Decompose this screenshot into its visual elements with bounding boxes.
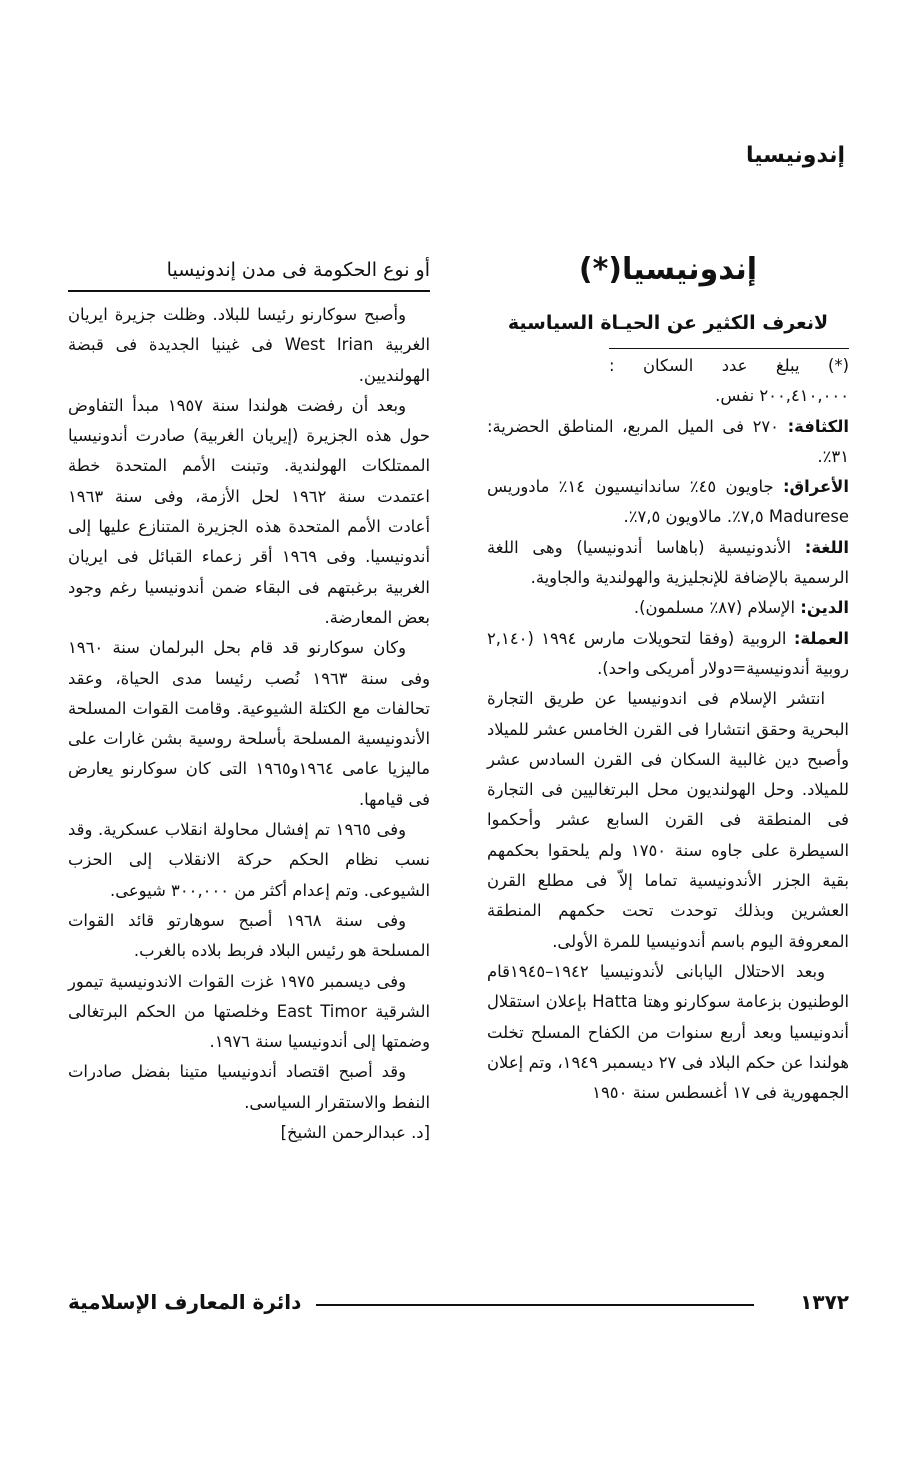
fact-religion-label: الدين: xyxy=(800,598,849,618)
publication-title: دائرة المعارف الإسلامية xyxy=(68,1290,302,1314)
author-signature: [د. عبدالرحمن الشيخ] xyxy=(280,1123,430,1143)
fact-ethnic-label: الأعراق: xyxy=(782,477,849,497)
fact-religion-value: الإسلام (٨٧٪ مسلمون). xyxy=(633,598,796,618)
paragraph-parliament: وكان سوكارنو قد قام بحل البرلمان سنة ١٩٦٠ وفى سنة ١٩٦٣ نُصب رئيسا مدى الحياة، وعقد تحالفات مع الكتلة الشيوعية. وقامت القوات المسلحة الأندونيسية المسلحة بأسلحة روسية بشن غارات على ماليزيا عامى ١٩٦٤و١٩٦٥ التى كان سوكارنو يعارض فى قيامها. xyxy=(68,638,431,809)
footer-rule xyxy=(316,1304,754,1306)
right-column xyxy=(487,240,849,1108)
footnote-population: (*) يبلغ عدد السكان : ٢٠٠,٤١٠,٠٠٠ نفس. xyxy=(609,348,849,412)
paragraph-suharto: وفى سنة ١٩٦٨ أصبح سوهارتو قائد القوات المسلحة هو رئيس البلاد فربط بلاده بالغرب. xyxy=(68,910,430,961)
paragraph-independence: وبعد الاحتلال اليابانى لأندونيسيا ١٩٤٢–١٩٤٥قام الوطنيون بزعامة سوكارنو وهتا Hatta بإعلان استقلال أندونيسيا وبعد أربع سنوات من الكفاح المسلح تخلت هولندا عن حكم البلاد فى ٢٧ ديسمبر ١٩٤٩، وتم إعلان الجمهورية فى ١٧ أغسطس سنة ١٩٥٠ xyxy=(487,961,850,1103)
fact-currency-label: العملة: xyxy=(793,628,850,648)
fact-language-value: الأندونيسية (باهاسا أندونيسيا) وهى اللغة الرسمية بالإضافة للإنجليزية والهولندية والجاوية. xyxy=(487,537,849,588)
paragraph-west-irian: وبعد أن رفضت هولندا سنة ١٩٥٧ مبدأ التفاوض حول هذه الجزيرة (إيريان الغربية) صادرت أندونيسيا الممتلكات الهولندية. وتبنت الأمم المتحدة خطة اعتمدت سنة ١٩٦٢ لحل الأزمة، وفى سنة ١٩٦٣ أعادت الأمم المتحدة هذه الجزيرة المتنازع عليها إلى أندونيسيا. وفى ١٩٦٩ أقر زعماء القبائل فى ايريان الغربية برغبتهم فى البقاء ضمن أندونيسيا رغم وجود بعض المعارضة. xyxy=(68,395,431,627)
left-column xyxy=(68,240,430,1148)
paragraph-economy: وقد أصبح اقتصاد أندونيسيا متينا بفضل صادرات النفط والاستقرار السياسى. xyxy=(68,1062,430,1112)
fact-currency-value: الروبية (وفقا لتحويلات مارس ١٩٩٤ (٢,١٤٠ روبية أندونيسية=دولار أمريكى واحد). xyxy=(487,628,849,678)
fact-density-label: الكثافة: xyxy=(787,416,849,436)
page-footer xyxy=(68,1290,849,1324)
fact-language-label: اللغة: xyxy=(804,537,849,557)
paragraph-east-timor: وفى ديسمبر ١٩٧٥ غزت القوات الاندونيسية تيمور الشرقية East Timor وخلصتها من الحكم البرتغالى وضمتها إلى أندونيسيا سنة ١٩٧٦. xyxy=(68,971,431,1052)
fact-religion xyxy=(487,593,849,623)
running-head: إندونيسيا xyxy=(745,143,845,168)
paragraph-sukarno-president: وأصبح سوكارنو رئيسا للبلاد. وظلت جزيرة ايريان الغربية West Irian فى غينيا الجديدة فى قبضة الهولنديين. xyxy=(68,305,430,385)
section-heading: أو نوع الحكومة فى مدن إندونيسيا xyxy=(68,250,430,292)
paragraph-coup: وفى ١٩٦٥ تم إفشال محاولة انقلاب عسكرية. وقد نسب نظام الحكم حركة الانقلاب إلى الحزب الشيوعى. وتم إعدام أكثر من ٣٠٠,٠٠٠ شيوعى. xyxy=(68,820,430,900)
fact-ethnic-value: جاويون ٤٥٪ ساندانيسيون ١٤٪ مادوريس Madurese ٧,٥٪. مالاويون ٧,٥٪. xyxy=(487,477,849,527)
fact-currency xyxy=(487,624,849,685)
fact-language xyxy=(487,533,849,594)
fact-ethnic xyxy=(487,472,849,533)
fact-density xyxy=(487,412,849,473)
article-title: إندونيسيا(*) xyxy=(578,252,758,287)
fact-density-value: ٢٧٠ فى الميل المربع، المناطق الحضرية: ٣١٪. xyxy=(487,416,849,466)
paragraph-islam-spread: انتشر الإسلام فى اندونيسيا عن طريق التجارة البحرية وحقق انتشارا فى القرن الخامس عشر للميلاد وأصبح دين غالبية السكان فى القرن السادس عشر للميلاد. وحل الهولنديون محل البرتغاليين فى التجارة فى المنطقة فى القرن السابع عشر وأحكموا السيطرة على جاوه سنة ١٧٥٠ ولم يلحقوا بحكمهم بقية الجزر الأندونيسية تماما إلاّ فى مطلع القرن العشرين وبذلك توحدت تحت حكمهم المنطقة المعروفة اليوم باسم أندونيسيا للمرة الأولى. xyxy=(487,689,849,951)
page-number: ١٣٧٢ xyxy=(800,1290,849,1314)
article-subtitle: لانعرف الكثير عن الحيـاة السياسية xyxy=(507,312,829,334)
